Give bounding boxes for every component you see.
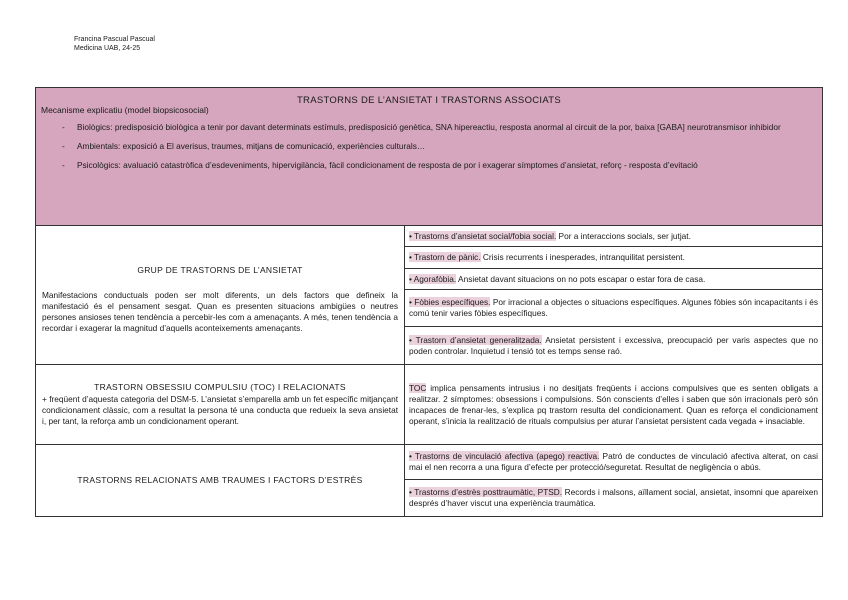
disorder-item [405,365,822,444]
mechanism-subtitle: Mecanisme explicatiu (model biopsicosocial) [41,105,209,115]
group-description [36,445,405,516]
author-course: Medicina UAB, 24-25 [74,45,141,52]
disorder-term: • Trastorns de vinculació afectiva (apego) reactiva. [409,451,600,461]
disorder-list [405,445,822,516]
group-title: TRASTORNS RELACIONATS AMB TRAUMES I FACTORS D’ESTRÈS [77,475,363,485]
disorder-item [405,480,822,516]
disorder-desc: Crisis recurrents i inesperades, intranquilitat persistent. [480,252,685,262]
group-title: TRASTORN OBSESSIU COMPULSIU (TOC) I RELACIONATS [94,382,346,392]
mechanism-item-psychological: - Psicològics: avaluació catastròfica d’esdeveniments, hipervigilància, fàcil condicionament de resposta de por i exagerar símptomes d’ansietat, reforç - resposta d’evitació [41,160,817,171]
disorder-item [405,226,822,247]
disorder-term: • Trastorn de pànic. [409,252,481,262]
author-info [74,35,155,53]
mechanism-list [41,122,817,171]
disorder-item [405,247,822,269]
mechanism-item-biological: - Biològics: predisposició biològica a tenir por davant determinats estímuls, predisposició genètica, SNA hipereactiu, resposta anormal al circuit de la por, baixa [GABA] neurotransmisor inhibidor [41,122,817,133]
disorder-item [405,445,822,480]
disorder-desc: implica pensaments intrusius i no desitjats freqüents i accions compulsives que es senten obligats a realitzar. 2 símptomes: obsessions i compulsions. Són conscients d’elles i saben que són irracionals però són incapaces de frenar-les, s’explica pq trastorn resulta del condicionament. Quan es reforça el condicionament operant, s’inicia la realització de rituals compulsius per aturar l’ansietat persistent cada vegada + insaciable. [409,382,818,426]
disorder-term: • Fòbies específiques. [409,297,491,307]
page-title: TRASTORNS DE L’ANSIETAT I TRASTORNS ASSOCIATS [296,95,562,106]
disorder-term: • Trastorns d’ansietat social/fobia social. [409,230,557,241]
summary-table [35,87,823,517]
disorder-desc: Ansietat persistent i excessiva, preocupació per varis aspectes que no poden controlar. Inquietud i tensió tot es temps sense raó. [409,334,818,356]
group-row-ocd [36,365,822,445]
header-section [36,88,822,226]
disorder-item [405,269,822,290]
disorder-list [405,365,822,444]
author-name: Francina Pascual Pascual [74,36,155,43]
group-text: Manifestacions conductuals poden ser molt diferents, un dels factors que defineix la manifestació és el pensament sesgat. Quan es presenten situacions ambigües o neutres persones ansioses tenen tendència a percebir-les com a amenaçants. A més, tenen tendència a recordar i exagerar la magnitud d’aquells aconteixements amenaçants. [42,289,398,333]
disorder-desc: Por irracional a objectes o situacions específiques. Algunes fòbies són incapacitants i és comú tenir varies fòbies específiques. [409,297,818,318]
disorder-desc: Ansietat davant situacions on no pots escapar o estar fora de casa. [456,273,706,284]
disorder-term: • Trastorns d’estrès posttraumàtic, PTSD. [409,487,563,497]
group-description [36,226,405,364]
disorder-term: • Trastorn d’ansietat generalitzada. [409,334,542,345]
disorder-desc: Records i malsons, aïllament social, ansietat, insomni que apareixen després d’haver viscut una experiència traumàtica. [409,487,818,508]
mechanism-item-environmental: - Ambientals: exposició a El averisus, traumes, mitjans de comunicació, experiències culturals… [41,141,817,152]
disorder-item [405,327,822,364]
group-description [36,365,405,444]
group-title: GRUP DE TRASTORNS DE L’ANSIETAT [137,264,303,275]
group-text: + freqüent d’aquesta categoria del DSM-5. L’ansietat s’emparella amb un fet específic mitjançant condicionament clàssic, com a resultat la persona té una conducta que redueix la seva ansietat i, per tant, la reforça amb un condicionament operant. [42,394,398,426]
group-row-anxiety [36,226,822,365]
disorder-item [405,290,822,327]
disorder-list [405,226,822,364]
disorder-term: TOC [409,382,427,393]
group-row-trauma [36,445,822,516]
disorder-desc: Patró de conductes de vinculació afectiva alterat, on casi mai el nen recorra a una figura d’efecte per protecció/seguretat. Resultat de negligència o abús. [409,451,818,472]
disorder-desc: Por a interaccions socials, ser jutjat. [556,230,691,241]
disorder-term: • Agorafòbia. [409,273,457,284]
